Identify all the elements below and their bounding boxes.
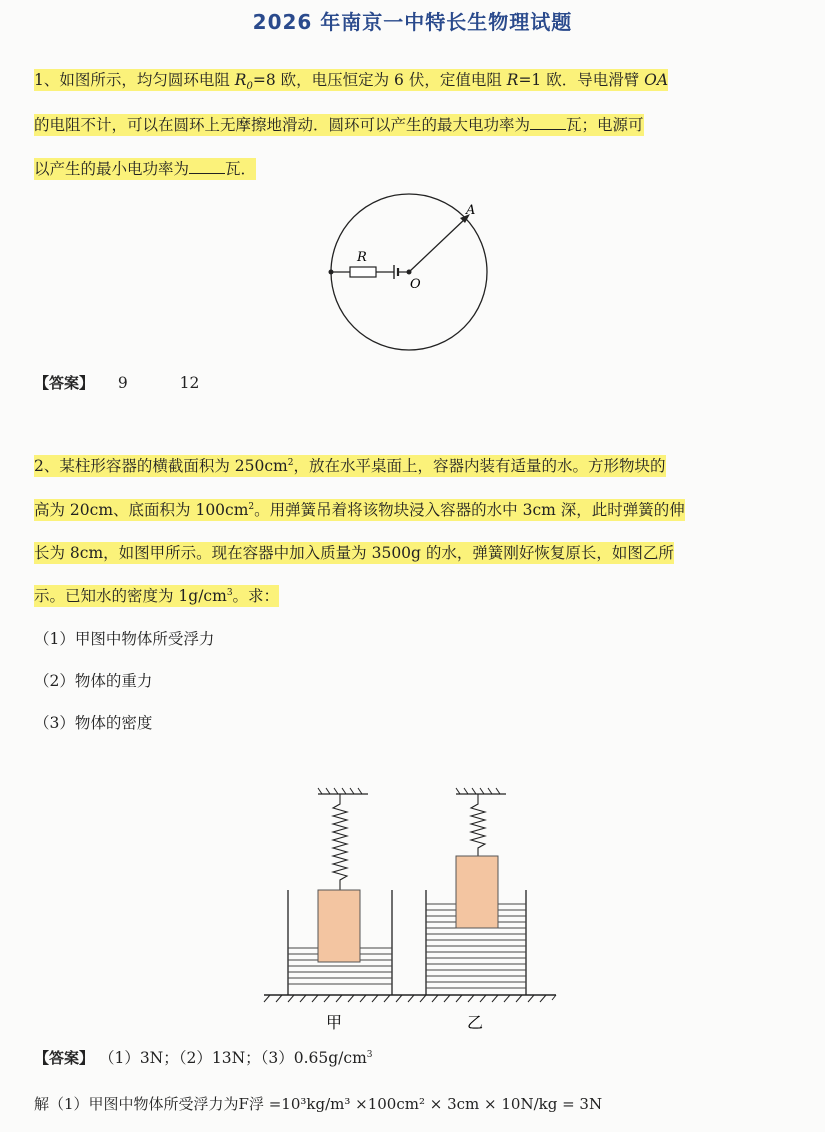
q1-answer-2: 12 (179, 374, 200, 392)
spring-yi (471, 794, 485, 856)
label-yi: 乙 (467, 1013, 484, 1032)
figure-yi (426, 788, 526, 995)
q1-line-2: 的电阻不计，可以在圆环上无摩擦地滑动．圆环可以产生的最大电功率为 瓦；电源可 (34, 116, 644, 134)
q2-line-4: 示。已知水的密度为 $1g/cm^3$。求： (34, 587, 280, 605)
q2-answer: 【答案】 （1）3N；（2）13N；$(3)0.65g/cm^3$ (34, 1049, 373, 1067)
circuit-ring-figure (320, 190, 500, 360)
q2-subquestion-2: （2）物体的重力 (34, 672, 153, 690)
q2-line-2: 高为 20cm、底面积为 $100cm^2$。用弹簧吊着将该物块浸入容器的水中 3cm 深，此时弹簧的伸 (34, 501, 685, 519)
q2-subquestion-1: （1）甲图中物体所受浮力 (34, 630, 215, 648)
label-r: R (357, 250, 367, 265)
block-yi (456, 856, 498, 928)
label-a: A (466, 203, 476, 218)
spring-jia (333, 794, 347, 890)
q2-solution: 解（1）甲图中物体所受浮力为F浮 =10³kg/m³ ×100cm² × 3cm × 10N/kg = 3N (34, 1095, 603, 1113)
sliding-arm-oa (409, 218, 466, 272)
q2-line-3: 长为 8cm，如图甲所示。现在容器中加入质量为 3500g 的水，弹簧刚好恢复原长，如图乙所 (34, 544, 674, 562)
answer-blank-2[interactable] (189, 159, 225, 174)
q1-line-1: 1、如图所示，均匀圆环电阻 $R_0=8$ 欧，电压恒定为 6 伏，定值电阻 R=1 欧．导电滑臂 OA (34, 71, 669, 93)
label-jia: 甲 (326, 1013, 343, 1032)
block-jia (318, 890, 360, 962)
q1-line-3: 以产生的最小电功率为 瓦． (34, 160, 257, 178)
label-o: O (410, 277, 421, 292)
q1-answer-1: 9 (117, 374, 128, 392)
spring-container-figure (260, 780, 560, 1035)
figure-jia (288, 788, 392, 995)
page-title: 2026 年南京一中特长生物理试题 (252, 10, 573, 34)
q2-subquestion-3: （3）物体的密度 (34, 714, 153, 732)
q1-answer: 【答案】 9 12 (34, 374, 200, 392)
resistor-symbol (350, 267, 376, 277)
answer-blank-1[interactable] (530, 115, 566, 130)
q2-line-1: 2、某柱形容器的横截面积为 $250cm^2$，放在水平桌面上，容器内装有适量的水。方形物块的 (34, 457, 666, 475)
